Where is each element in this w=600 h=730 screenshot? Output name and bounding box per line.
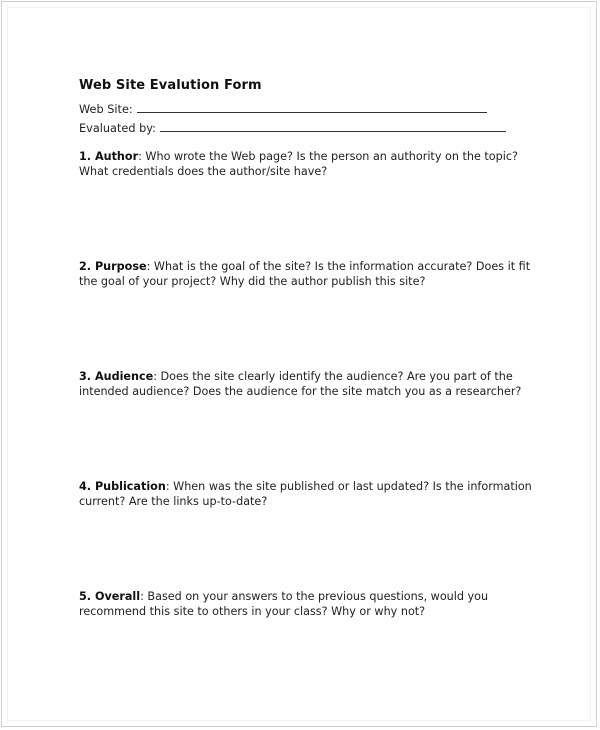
web-site-blank-line[interactable] <box>137 102 487 113</box>
question-audience <box>79 369 549 399</box>
question-number: 3. <box>79 370 92 383</box>
question-heading: Author <box>94 150 139 163</box>
question-heading: Overall <box>94 590 141 603</box>
question-heading: Publication <box>94 480 166 493</box>
question-publication <box>79 479 549 509</box>
question-heading: Purpose <box>94 260 147 273</box>
web-site-label: Web Site: <box>79 103 133 116</box>
question-text: : Does the site clearly identify the audience? Are you part of the intended audience? Does the audience for the site match you as a researcher? <box>79 370 522 398</box>
question-text: : What is the goal of the site? Is the information accurate? Does it fit the goal of your project? Why did the author publish this site? <box>79 260 531 288</box>
question-number: 5. <box>79 590 92 603</box>
evaluated-by-label: Evaluated by: <box>79 122 156 135</box>
question-text: : Based on your answers to the previous questions, would you recommend this site to others in your class? Why or why not? <box>79 590 489 618</box>
question-number: 4. <box>79 480 92 493</box>
question-overall <box>79 589 549 619</box>
web-site-field[interactable] <box>79 102 487 116</box>
question-text: : When was the site published or last updated? Is the information current? Are the links up-to-date? <box>79 480 532 508</box>
question-heading: Audience <box>94 370 154 383</box>
evaluated-by-field[interactable] <box>79 121 506 135</box>
form-title: Web Site Evalution Form <box>79 78 262 93</box>
question-purpose <box>79 259 549 289</box>
question-number: 1. <box>79 150 92 163</box>
question-author <box>79 149 549 179</box>
question-text: : Who wrote the Web page? Is the person an authority on the topic? What credentials does the author/site have? <box>79 150 518 178</box>
question-number: 2. <box>79 260 92 273</box>
evaluated-by-blank-line[interactable] <box>160 121 506 132</box>
